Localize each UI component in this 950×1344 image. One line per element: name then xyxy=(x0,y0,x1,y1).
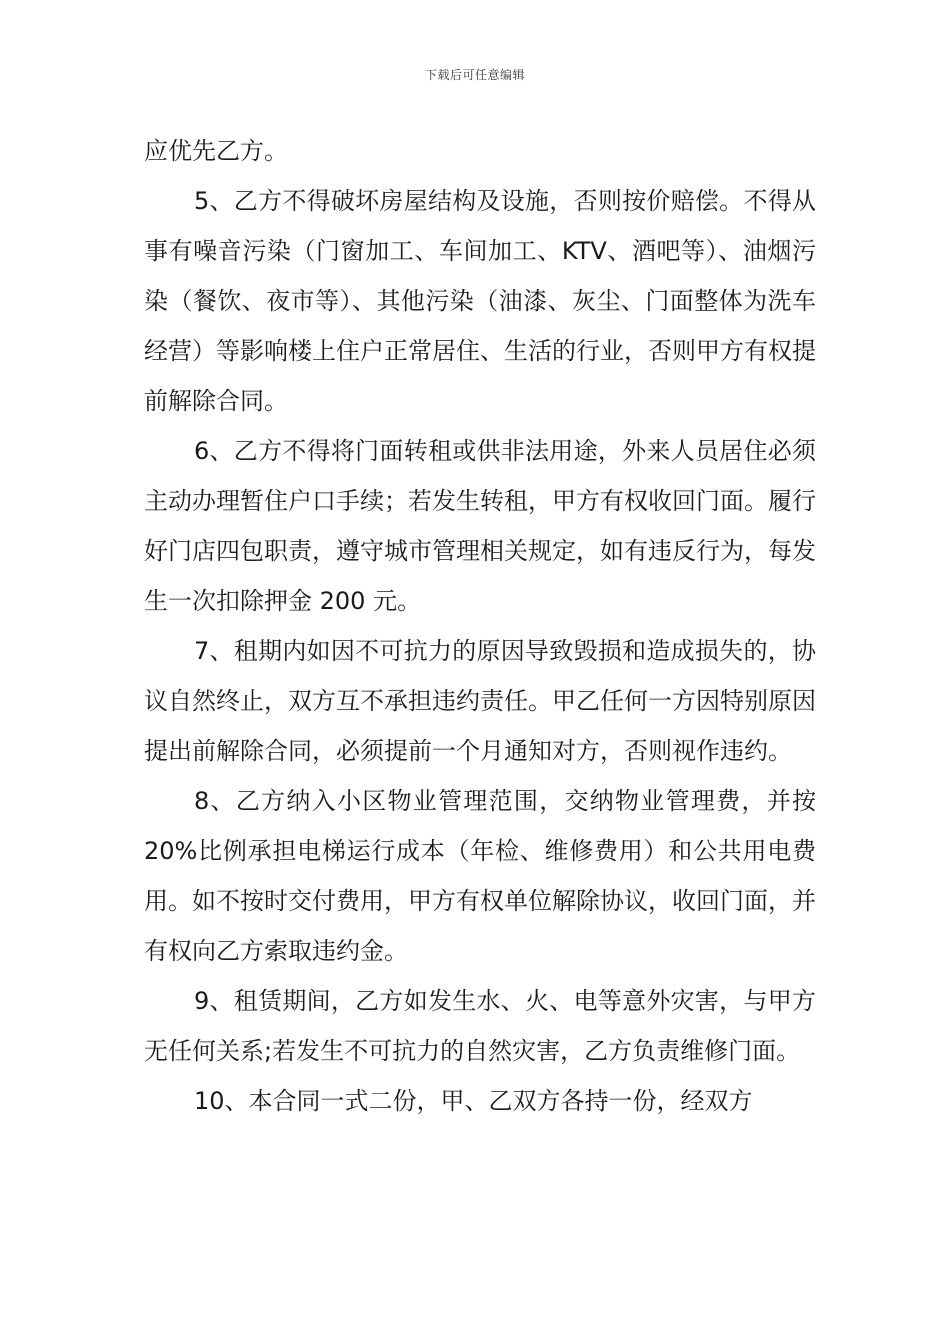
paragraph-clause-6: 6、乙方不得将门面转租或供非法用途，外来人员居住必须主动办理暂住户口手续；若发生转租，甲方有权收回门面。履行好门店四包职责，遵守城市管理相关规定，如有违反行为，每发生一次扣除押金 200 元。 xyxy=(144,437,816,615)
page-header: 下载后可任意编辑 xyxy=(424,68,525,82)
paragraph-continuation: 应优先乙方。 xyxy=(144,137,288,165)
paragraph-clause-7: 7、租期内如因不可抗力的原因导致毁损和造成损失的，协议自然终止，双方互不承担违约责任。甲乙任何一方因特别原因提出前解除合同，必须提前一个月通知对方，否则视作违约。 xyxy=(144,637,816,765)
paragraph-clause-10: 10、本合同一式二份，甲、乙双方各持一份，经双方 xyxy=(194,1087,753,1115)
paragraph-clause-5: 5、乙方不得破坏房屋结构及设施，否则按价赔偿。不得从事有噪音污染（门窗加工、车间加工、KTV、酒吧等）、油烟污染（餐饮、夜市等）、其他污染（油漆、灰尘、门面整体为洗车经营）等影响楼上住户正常居住、生活的行业，否则甲方有权提前解除合同。 xyxy=(144,187,816,415)
paragraph-clause-9: 9、租赁期间，乙方如发生水、火、电等意外灾害，与甲方无任何关系;若发生不可抗力的自然灾害，乙方负责维修门面。 xyxy=(144,987,816,1065)
document-body xyxy=(144,126,816,1126)
paragraph-clause-8: 8、乙方纳入小区物业管理范围，交纳物业管理费，并按 20%比例承担电梯运行成本（年检、维修费用）和公共用电费用。如不按时交付费用，甲方有权单位解除协议，收回门面，并有权向乙方索取违约金。 xyxy=(144,787,816,965)
